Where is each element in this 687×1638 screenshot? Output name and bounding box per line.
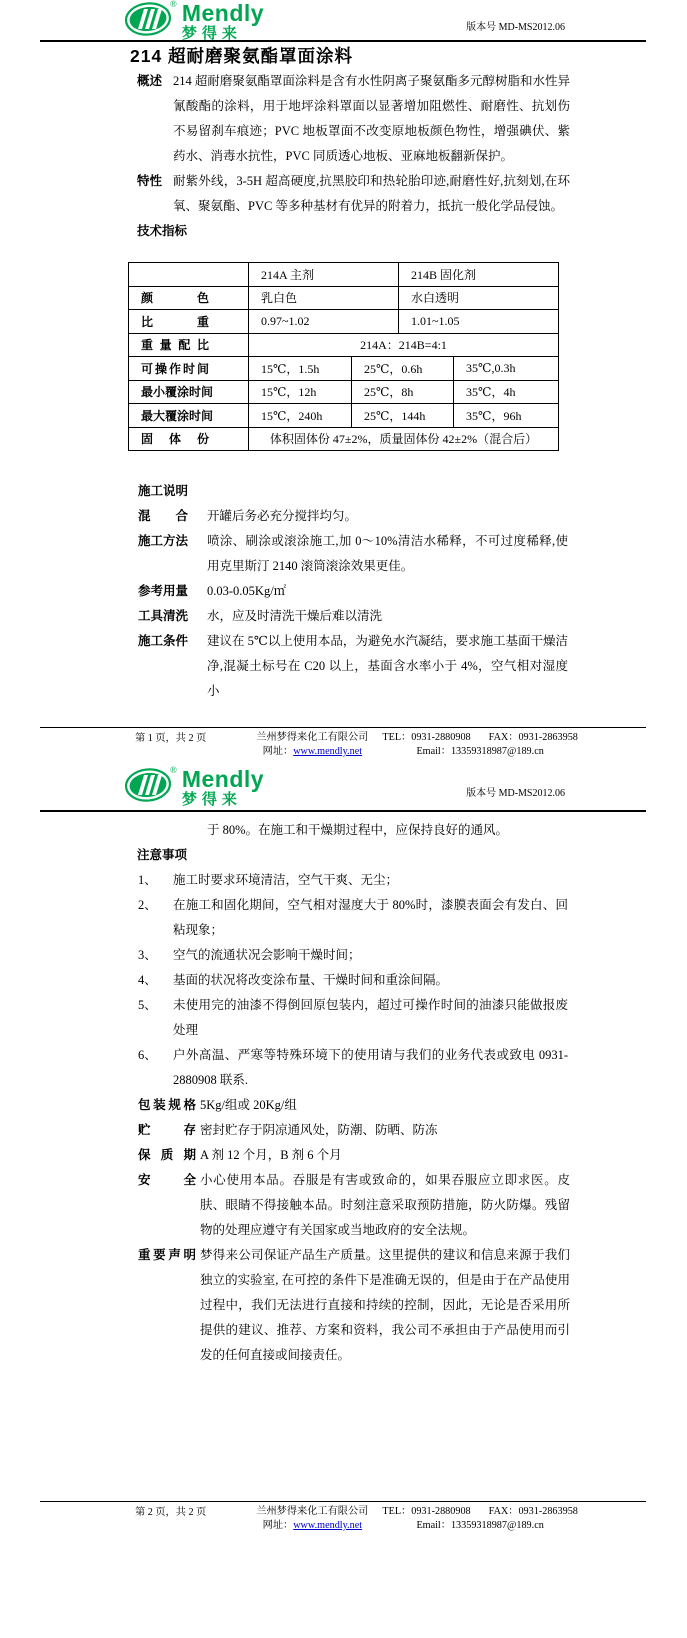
table-cell: 1.01~1.05 [399, 310, 559, 334]
row-label: 最大覆涂时间 [141, 408, 214, 423]
header-rule [40, 810, 646, 812]
tel-number: TEL：0931-2880908 [382, 1506, 471, 1517]
overview-text: 214 超耐磨聚氨酯罩面涂料是含有水性阴离子聚氨酯多元醇树脂和水性异氰酸酯的涂料，用于地坪涂料罩面以显著增加阻燃性、耐磨性、抗划伤不易留刹车痕迹；PVC 地板罩面不改变原地板颜色物性，增强碘伏、紫药水、消毒水抗性，PVC 同质透心地板、亚麻地板翻新保护。 [173, 74, 570, 163]
footer-contact-block [382, 731, 578, 757]
page-title: 214 超耐磨聚氨酯罩面涂料 [130, 46, 354, 66]
row-label: 比 重 [141, 314, 209, 329]
info-item-safety [138, 1168, 570, 1243]
registered-mark: ® [170, 765, 177, 775]
brand-name: Mendly [181, 0, 265, 26]
fax-number: FAX：0931-2863958 [488, 1506, 578, 1517]
note-text: 基面的状况将改变涂布量、干燥时间和重涂间隔。 [173, 973, 449, 987]
note-text: 户外高温、严寒等特殊环境下的使用请与我们的业务代表或致电 0931-2880908 联系. [173, 1048, 568, 1087]
item-label: 包装规格 [138, 1098, 196, 1112]
item-label: 贮 存 [138, 1123, 196, 1137]
note-item [138, 1043, 568, 1093]
table-row [129, 263, 559, 287]
brand-name-chinese: 梦得来 [181, 791, 242, 808]
table-cell: 15℃，240h [249, 404, 352, 428]
company-name: 兰州梦得来化工有限公司 [256, 1506, 369, 1517]
item-label: 保 质 期 [138, 1148, 196, 1162]
table-cell: 35℃，96h [454, 404, 559, 428]
note-item [138, 893, 568, 943]
note-number: 6、 [138, 1048, 157, 1062]
note-number: 3、 [138, 948, 157, 962]
footer-company-block [256, 1505, 368, 1533]
website-label: 网址： [262, 746, 294, 757]
mendly-emblem-icon [125, 768, 172, 803]
table-row [129, 380, 559, 404]
conditions-continuation-text: 于 80%。在施工和干燥期过程中，应保持良好的通风。 [207, 823, 509, 837]
table-row [129, 357, 559, 381]
row-label: 重量配比 [141, 338, 209, 353]
row-label: 固体份 [141, 432, 209, 447]
registered-mark: ® [170, 0, 177, 9]
page-number: 第 1 页，共 2 页 [135, 733, 207, 744]
email-address: Email：13359318987@189.cn [416, 746, 544, 757]
table-cell: 体积固体份 47±2%，质量固体份 42±2%（混合后） [249, 427, 559, 451]
table-cell: 15℃，12h [249, 380, 352, 404]
company-name: 兰州梦得来化工有限公司 [256, 732, 369, 743]
notes-list [138, 868, 568, 1093]
brand-name-chinese: 梦得来 [181, 25, 242, 42]
brand-text-block [182, 768, 264, 807]
info-item-packaging [138, 1093, 570, 1118]
row-label: 可操作时间 [141, 361, 209, 376]
product-info-list [138, 1093, 570, 1368]
info-item-shelf-life [138, 1143, 570, 1168]
item-label: 参考用量 [138, 584, 189, 598]
table-cell: 214B 固化剂 [399, 263, 559, 287]
note-text: 施工时要求环境清洁，空气干爽、无尘； [173, 873, 399, 887]
item-label: 施工条件 [138, 634, 189, 648]
tech-specs-table [128, 262, 559, 451]
version-label: 版本号 MD-MS2012.06 [466, 22, 565, 33]
table-row [129, 427, 559, 451]
mendly-emblem-icon [125, 2, 172, 37]
table-cell: 15℃，1.5h [249, 357, 352, 381]
info-item-storage [138, 1118, 570, 1143]
features-section [137, 169, 570, 219]
table-cell: 35℃,0.3h [454, 357, 559, 381]
table-cell: 25℃，8h [352, 380, 454, 404]
website-label: 网址： [262, 1520, 294, 1531]
note-item [138, 968, 568, 993]
item-text: 喷涂、刷涂或滚涂施工,加 0～10%清洁水稀释，不可过度稀释,使用克里斯汀 2140 滚筒滚涂效果更佳。 [207, 534, 568, 573]
note-number: 5、 [138, 998, 157, 1012]
table-cell: 35℃，4h [454, 380, 559, 404]
construction-item-dosage [138, 579, 568, 604]
note-number: 2、 [138, 898, 157, 912]
company-logo [125, 2, 264, 41]
tech-specs-heading: 技术指标 [137, 224, 188, 238]
overview-section [137, 69, 570, 169]
item-label: 重要声明 [138, 1248, 196, 1262]
item-label: 工具清洗 [138, 609, 189, 623]
brand-text-block [182, 2, 264, 41]
table-row [129, 333, 559, 357]
table-row [129, 404, 559, 428]
item-label: 安 全 [138, 1173, 196, 1187]
footer-contact-block [382, 1505, 578, 1533]
features-text: 耐紫外线，3-5H 超高硬度,抗黑胶印和热轮胎印迹,耐磨性好,抗刻划,在环氧、聚氨酯、PVC 等多种基材有优异的附着力，抵抗一般化学品侵蚀。 [173, 174, 570, 213]
website-link[interactable]: www.mendly.net [293, 746, 363, 757]
construction-item-mixing [138, 504, 568, 529]
fax-number: FAX：0931-2863958 [488, 732, 578, 743]
item-text: 建议在 5℃以上使用本品，为避免水汽凝结，要求施工基面干燥洁净,混凝土标号在 C20 以上，基面含水率小于 4%，空气相对湿度小 [207, 634, 568, 698]
row-label: 颜 色 [141, 291, 209, 306]
item-text: 5Kg/组或 20Kg/组 [200, 1098, 297, 1112]
page1-footer [40, 727, 646, 757]
notes-heading: 注意事项 [137, 848, 188, 862]
brand-name: Mendly [181, 766, 265, 792]
item-text: 水，应及时清洗干燥后难以清洗 [207, 609, 383, 623]
item-text: 梦得来公司保证产品生产质量。这里提供的建议和信息来源于我们独立的实验室, 在可控的条件下是准确无误的，但是由于在产品使用过程中，我们无法进行直接和持续的控制，因此，无论是否采用所提供的建议、推荐、方案和资料，我公司不承担由于产品使用而引发的任何直接或间接责任。 [200, 1248, 570, 1362]
construction-item-method [138, 529, 568, 579]
note-number: 4、 [138, 973, 157, 987]
table-cell: 25℃，144h [352, 404, 454, 428]
table-cell: 214A 主剂 [249, 263, 399, 287]
item-text: 小心使用本品。吞服是有害或致命的，如果吞服应立即求医。皮肤、眼睛不得接触本品。时刻注意采取预防措施，防火防爆。残留物的处理应遵守有关国家或当地政府的安全法规。 [200, 1173, 570, 1237]
table-cell: 水白透明 [399, 286, 559, 310]
note-item [138, 943, 568, 968]
footer-company-block [256, 731, 368, 757]
table-row [129, 286, 559, 310]
item-text: 开罐后务必充分搅拌均匀。 [207, 509, 358, 523]
note-text: 在施工和固化期间，空气相对湿度大于 80%时，漆膜表面会有发白、回粘现象； [173, 898, 568, 937]
table-cell: 乳白色 [249, 286, 399, 310]
construction-item-conditions [138, 629, 568, 704]
info-item-disclaimer [138, 1243, 570, 1368]
page2-footer [40, 1501, 646, 1533]
construction-item-tool-cleaning [138, 604, 568, 629]
note-text: 未使用完的油漆不得倒回原包装内，超过可操作时间的油漆只能做报废处理 [173, 998, 568, 1037]
item-text: A 剂 12 个月，B 剂 6 个月 [200, 1148, 342, 1162]
construction-heading: 施工说明 [138, 484, 189, 498]
table-cell [129, 263, 249, 287]
page1-header [0, 0, 687, 40]
version-label: 版本号 MD-MS2012.06 [466, 788, 565, 799]
page2-header [0, 757, 687, 810]
datasheet-page-1 [0, 0, 687, 757]
website-link[interactable]: www.mendly.net [293, 1520, 363, 1531]
features-label: 特性 [137, 174, 163, 188]
company-logo [125, 765, 265, 808]
note-item [138, 993, 568, 1043]
email-address: Email：13359318987@189.cn [416, 1520, 544, 1531]
datasheet-page-2 [0, 757, 687, 1638]
tel-number: TEL：0931-2880908 [382, 732, 471, 743]
table-cell: 0.97~1.02 [249, 310, 399, 334]
row-label: 最小覆涂时间 [141, 385, 214, 400]
note-text: 空气的流通状况会影响干燥时间； [173, 948, 361, 962]
table-cell: 25℃，0.6h [352, 357, 454, 381]
item-text: 0.03-0.05Kg/㎡ [207, 584, 287, 598]
item-label: 施工方法 [138, 534, 189, 548]
page-number: 第 2 页，共 2 页 [135, 1507, 207, 1518]
note-item [138, 868, 568, 893]
table-cell: 214A：214B=4:1 [249, 333, 559, 357]
note-number: 1、 [138, 873, 157, 887]
overview-label: 概述 [137, 74, 163, 88]
item-text: 密封贮存于阴凉通风处，防潮、防晒、防冻 [200, 1123, 438, 1137]
table-row [129, 310, 559, 334]
item-label: 混 合 [138, 509, 188, 523]
construction-section [138, 479, 568, 704]
